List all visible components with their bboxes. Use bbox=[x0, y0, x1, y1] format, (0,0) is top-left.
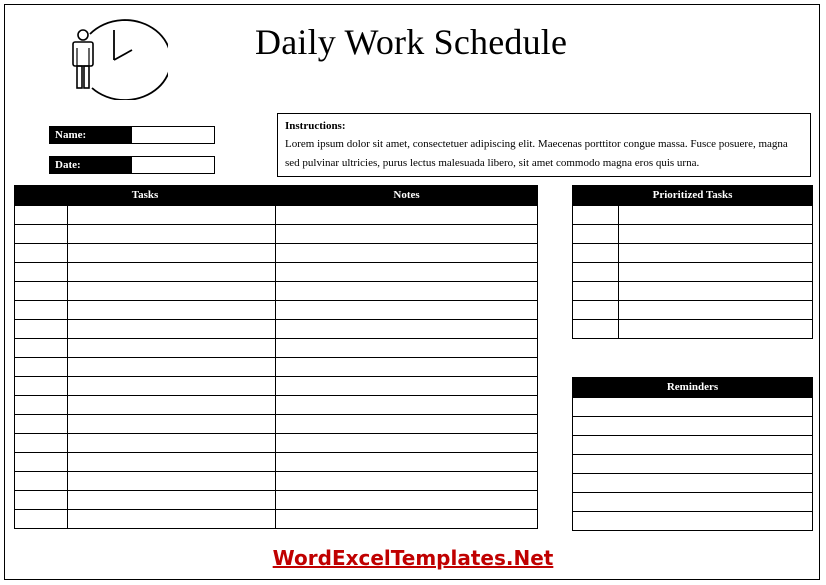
task-row bbox=[15, 282, 538, 301]
prioritized-row bbox=[573, 225, 813, 244]
task-row-cell[interactable] bbox=[68, 472, 276, 491]
task-row-cell[interactable] bbox=[276, 339, 538, 358]
reminder-row-cell[interactable] bbox=[573, 474, 813, 493]
task-row-cell[interactable] bbox=[276, 510, 538, 529]
task-row-cell[interactable] bbox=[276, 263, 538, 282]
prioritized-row-cell[interactable] bbox=[573, 301, 619, 320]
prioritized-row-cell[interactable] bbox=[619, 263, 813, 282]
reminder-row bbox=[573, 512, 813, 531]
task-row-cell[interactable] bbox=[68, 225, 276, 244]
task-row-cell[interactable] bbox=[68, 339, 276, 358]
task-row-cell[interactable] bbox=[276, 282, 538, 301]
task-row-cell[interactable] bbox=[68, 491, 276, 510]
task-row bbox=[15, 244, 538, 263]
date-field[interactable] bbox=[49, 156, 215, 174]
task-row-cell[interactable] bbox=[276, 244, 538, 263]
reminder-row-cell[interactable] bbox=[573, 455, 813, 474]
page-title: Daily Work Schedule bbox=[255, 22, 568, 62]
task-row-cell[interactable] bbox=[15, 301, 68, 320]
date-label: Date: bbox=[50, 157, 132, 173]
task-row-cell[interactable] bbox=[68, 244, 276, 263]
prioritized-row bbox=[573, 263, 813, 282]
task-row-cell[interactable] bbox=[15, 282, 68, 301]
name-label: Name: bbox=[50, 127, 132, 143]
prioritized-row-cell[interactable] bbox=[619, 244, 813, 263]
task-row bbox=[15, 320, 538, 339]
task-row bbox=[15, 358, 538, 377]
task-row-cell[interactable] bbox=[276, 453, 538, 472]
task-row-cell[interactable] bbox=[15, 377, 68, 396]
task-row-cell[interactable] bbox=[15, 396, 68, 415]
task-row bbox=[15, 206, 538, 225]
reminder-row bbox=[573, 398, 813, 417]
instructions-heading: Instructions: bbox=[285, 120, 346, 132]
task-row-cell[interactable] bbox=[15, 320, 68, 339]
task-row-cell[interactable] bbox=[15, 415, 68, 434]
reminder-row bbox=[573, 436, 813, 455]
task-row-cell[interactable] bbox=[15, 453, 68, 472]
reminders-header: Reminders bbox=[573, 378, 813, 398]
reminder-row bbox=[573, 455, 813, 474]
task-row bbox=[15, 510, 538, 529]
task-row bbox=[15, 434, 538, 453]
task-row-cell[interactable] bbox=[15, 358, 68, 377]
task-row-cell[interactable] bbox=[15, 244, 68, 263]
task-row-cell[interactable] bbox=[15, 472, 68, 491]
task-row bbox=[15, 396, 538, 415]
task-row-cell[interactable] bbox=[68, 453, 276, 472]
task-row-cell[interactable] bbox=[276, 225, 538, 244]
prioritized-row-cell[interactable] bbox=[619, 320, 813, 339]
task-row-cell[interactable] bbox=[68, 510, 276, 529]
prioritized-row-cell[interactable] bbox=[573, 225, 619, 244]
task-row-cell[interactable] bbox=[68, 377, 276, 396]
task-row-cell[interactable] bbox=[68, 358, 276, 377]
task-row bbox=[15, 377, 538, 396]
task-row-cell[interactable] bbox=[15, 510, 68, 529]
task-row-cell[interactable] bbox=[276, 320, 538, 339]
prioritized-row-cell[interactable] bbox=[573, 320, 619, 339]
task-row-cell[interactable] bbox=[276, 377, 538, 396]
task-row bbox=[15, 339, 538, 358]
task-row-cell[interactable] bbox=[68, 415, 276, 434]
prioritized-row bbox=[573, 282, 813, 301]
prioritized-row-cell[interactable] bbox=[573, 206, 619, 225]
tasks-table bbox=[14, 185, 538, 529]
prioritized-row bbox=[573, 244, 813, 263]
task-row-cell[interactable] bbox=[68, 282, 276, 301]
instructions-text: Lorem ipsum dolor sit amet, consectetuer adipiscing elit. Maecenas porttitor congue massa. Fusce posuere, magna sed pulvinar ultricies, purus lectus malesuada libero, sit amet commodo magna eros quis urna. bbox=[285, 138, 788, 169]
reminder-row-cell[interactable] bbox=[573, 398, 813, 417]
task-row bbox=[15, 453, 538, 472]
task-row-cell[interactable] bbox=[68, 263, 276, 282]
instructions-box bbox=[277, 113, 811, 177]
task-row-cell[interactable] bbox=[15, 434, 68, 453]
task-row-cell[interactable] bbox=[15, 263, 68, 282]
task-row bbox=[15, 491, 538, 510]
task-row-cell[interactable] bbox=[15, 491, 68, 510]
reminder-row bbox=[573, 493, 813, 512]
prioritized-tasks-table bbox=[572, 185, 813, 339]
task-row bbox=[15, 263, 538, 282]
task-row-cell[interactable] bbox=[276, 415, 538, 434]
prioritized-row-cell[interactable] bbox=[573, 244, 619, 263]
task-row-cell[interactable] bbox=[276, 206, 538, 225]
task-row-cell[interactable] bbox=[276, 472, 538, 491]
task-row-cell[interactable] bbox=[276, 396, 538, 415]
reminder-row-cell[interactable] bbox=[573, 512, 813, 531]
task-row-cell[interactable] bbox=[15, 225, 68, 244]
task-row-cell[interactable] bbox=[68, 320, 276, 339]
task-row-cell[interactable] bbox=[15, 339, 68, 358]
task-row bbox=[15, 472, 538, 491]
prioritized-row bbox=[573, 320, 813, 339]
reminder-row bbox=[573, 417, 813, 436]
reminders-table bbox=[572, 377, 813, 531]
task-row-cell[interactable] bbox=[68, 206, 276, 225]
prioritized-row-cell[interactable] bbox=[619, 225, 813, 244]
person-clock-icon bbox=[68, 16, 168, 100]
name-input[interactable] bbox=[132, 127, 214, 143]
tasks-header: Tasks bbox=[15, 186, 276, 206]
notes-header: Notes bbox=[276, 186, 538, 206]
prioritized-tasks-header: Prioritized Tasks bbox=[573, 186, 813, 206]
date-input[interactable] bbox=[132, 157, 214, 173]
task-row-cell[interactable] bbox=[68, 434, 276, 453]
prioritized-row-cell[interactable] bbox=[619, 301, 813, 320]
task-row bbox=[15, 415, 538, 434]
reminder-row bbox=[573, 474, 813, 493]
task-row-cell[interactable] bbox=[276, 491, 538, 510]
prioritized-row-cell[interactable] bbox=[619, 282, 813, 301]
task-row bbox=[15, 301, 538, 320]
prioritized-row-cell[interactable] bbox=[573, 263, 619, 282]
prioritized-row-cell[interactable] bbox=[619, 206, 813, 225]
task-row-cell[interactable] bbox=[276, 301, 538, 320]
name-field[interactable] bbox=[49, 126, 215, 144]
prioritized-row bbox=[573, 301, 813, 320]
task-row-cell[interactable] bbox=[68, 301, 276, 320]
prioritized-row bbox=[573, 206, 813, 225]
prioritized-row-cell[interactable] bbox=[573, 282, 619, 301]
task-row-cell[interactable] bbox=[276, 434, 538, 453]
reminder-row-cell[interactable] bbox=[573, 493, 813, 512]
reminder-row-cell[interactable] bbox=[573, 436, 813, 455]
footer-link[interactable]: WordExcelTemplates.Net bbox=[272, 546, 554, 570]
task-row-cell[interactable] bbox=[276, 358, 538, 377]
reminder-row-cell[interactable] bbox=[573, 417, 813, 436]
task-row-cell[interactable] bbox=[15, 206, 68, 225]
task-row bbox=[15, 225, 538, 244]
task-row-cell[interactable] bbox=[68, 396, 276, 415]
